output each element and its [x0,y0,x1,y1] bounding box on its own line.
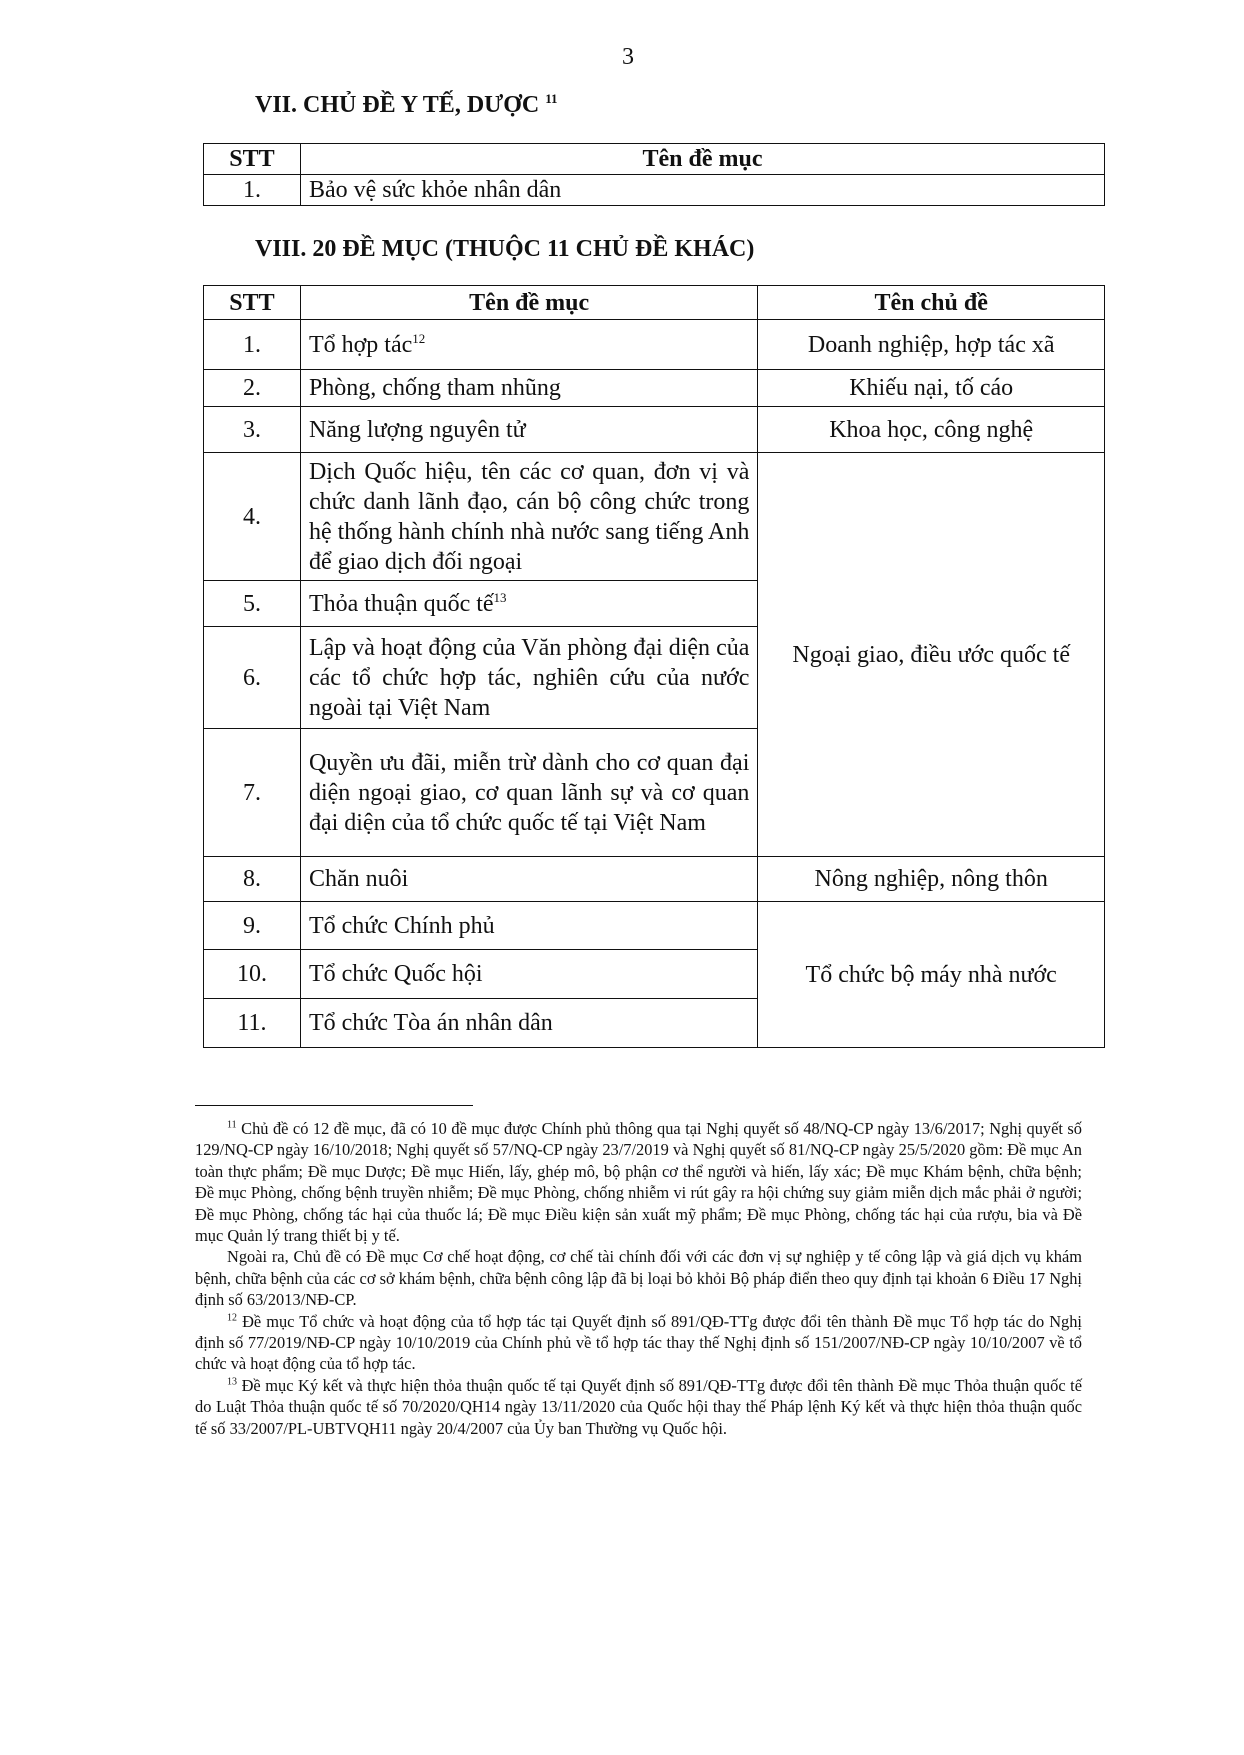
cell-topic: Ngoại giao, điều ước quốc tế [758,453,1105,857]
table-row [204,320,1105,370]
cell-stt: 3. [204,407,301,453]
cell-name-text: Thỏa thuận quốc tế [308,590,494,617]
cell-stt: 6. [204,627,301,729]
header-ten-chu-de: Tên chủ đề [758,286,1105,320]
cell-stt: 5. [204,581,301,627]
footnote-11 [195,1118,1082,1246]
cell-name: Tổ chức Chính phủ [300,902,757,950]
cell-name: Chăn nuôi [300,857,757,902]
footnote-number: 11 [227,1119,237,1131]
section-8-table [203,285,1105,1048]
cell-name: Năng lượng nguyên tử [300,407,757,453]
cell-topic: Nông nghiệp, nông thôn [758,857,1105,902]
footnote-text: Đề mục Tổ chức và hoạt động của tổ hợp tác tại Quyết định số 891/QĐ-TTg được đổi tên thành Đề mục Tổ hợp tác do Nghị định số 77/2019/NĐ-CP ngày 10/10/2019 của Chính phủ về tổ hợp tác thay thế Nghị định số 151/2007/NĐ-CP ngày 10/10/2007 về tổ chức và hoạt động của tổ hợp tác. [195,1311,1082,1374]
footnote-text: Chủ đề có 12 đề mục, đã có 10 đề mục được Chính phủ thông qua tại Nghị quyết số 48/NQ-CP ngày 13/6/2017; Nghị quyết số 129/NQ-CP ngày 16/10/2018; Nghị quyết số 57/NQ-CP ngày 23/7/2019 và Nghị quyết số 81/NQ-CP ngày 25/5/2020 gồm: Đề mục An toàn thực phẩm; Đề mục Dược; Đề mục Hiến, lấy, ghép mô, bộ phận cơ thể người và hiến, lấy xác; Đề mục Khám bệnh, chữa bệnh; Đề mục Phòng, chống bệnh truyền nhiễm; Đề mục Phòng, chống nhiễm vi rút gây ra hội chứng suy giảm miễn dịch mắc phải ở người; Đề mục Phòng, chống tác hại của thuốc lá; Đề mục Điều kiện sản xuất mỹ phẩm; Đề mục Phòng, chống tác hại của rượu, bia và Đề mục Quản lý trang thiết bị y tế. [195,1119,1082,1246]
footnote-text: Ngoài ra, Chủ đề có Đề mục Cơ chế hoạt động, cơ chế tài chính đối với các đơn vị sự nghiệp y tế công lập và giá dịch vụ khám bệnh, chữa bệnh của các cơ sở khám bệnh, chữa bệnh công lập đã bị loại bỏ khỏi Bộ pháp điển theo quy định tại khoản 6 Điều 17 Nghị định số 63/2013/NĐ-CP. [195,1247,1082,1310]
cell-name [300,581,757,627]
footnote-number: 13 [227,1376,237,1388]
footnote-ref-13[interactable]: 13 [493,589,507,605]
cell-topic: Khiếu nại, tố cáo [758,370,1105,407]
table-header-row [204,286,1105,320]
cell-name: Tổ chức Tòa án nhân dân [300,999,757,1048]
cell-stt: 10. [204,950,301,999]
footnote-ref-12[interactable]: 12 [412,330,426,346]
cell-topic: Tổ chức bộ máy nhà nước [758,902,1105,1048]
cell-stt: 7. [204,729,301,857]
footnote-divider [195,1105,473,1106]
page-number: 3 [622,44,634,70]
table-row [204,370,1105,407]
cell-stt: 9. [204,902,301,950]
footnote-ref-11[interactable]: 11 [545,91,558,106]
cell-name: Quyền ưu đãi, miễn trừ dành cho cơ quan đại diện ngoại giao, cơ quan lãnh sự và cơ quan đại diện của tổ chức quốc tế tại Việt Nam [300,729,757,857]
header-stt: STT [204,286,301,320]
table-header-row [204,144,1105,175]
cell-stt: 2. [204,370,301,407]
footnote-13 [195,1375,1082,1439]
table-row [204,407,1105,453]
section-7-heading-text: VII. CHỦ ĐỀ Y TẾ, DƯỢC [255,92,540,118]
table-row [204,857,1105,902]
cell-name [300,320,757,370]
header-ten-de-muc: Tên đề mục [300,286,757,320]
cell-name: Dịch Quốc hiệu, tên các cơ quan, đơn vị và chức danh lãnh đạo, cán bộ công chức trong hệ thống hành chính nhà nước sang tiếng Anh để giao dịch đối ngoại [300,453,757,581]
cell-name-text: Tổ hợp tác [308,331,413,358]
cell-stt: 1. [204,175,301,206]
cell-topic: Doanh nghiệp, hợp tác xã [758,320,1105,370]
cell-name: Tổ chức Quốc hội [300,950,757,999]
table-row [204,453,1105,581]
section-8-heading: VIII. 20 ĐỀ MỤC (THUỘC 11 CHỦ ĐỀ KHÁC) [255,236,755,262]
header-ten-de-muc: Tên đề mục [300,144,1104,175]
table-row [204,902,1105,950]
cell-stt: 1. [204,320,301,370]
footnote-11-continued [195,1246,1082,1310]
footnote-number: 12 [227,1312,237,1324]
section-7-table [203,143,1105,206]
cell-stt: 4. [204,453,301,581]
cell-stt: 11. [204,999,301,1048]
cell-name: Bảo vệ sức khỏe nhân dân [300,175,1104,206]
header-stt: STT [204,144,301,175]
cell-stt: 8. [204,857,301,902]
footnotes [195,1118,1082,1439]
footnote-12 [195,1311,1082,1375]
section-7-heading [255,92,558,119]
cell-topic: Khoa học, công nghệ [758,407,1105,453]
table-row [204,175,1105,206]
footnote-text: Đề mục Ký kết và thực hiện thỏa thuận quốc tế tại Quyết định số 891/QĐ-TTg được đổi tên thành Đề mục Thỏa thuận quốc tế do Luật Thỏa thuận quốc tế số 70/2020/QH14 ngày 13/11/2020 của Quốc hội thay thế Pháp lệnh Ký kết và thực hiện thỏa thuận quốc tế số 33/2007/PL-UBTVQH11 ngày 20/4/2007 của Ủy ban Thường vụ Quốc hội. [195,1375,1082,1438]
cell-name: Lập và hoạt động của Văn phòng đại diện của các tổ chức hợp tác, nghiên cứu của nước ngoài tại Việt Nam [300,627,757,729]
cell-name: Phòng, chống tham nhũng [300,370,757,407]
